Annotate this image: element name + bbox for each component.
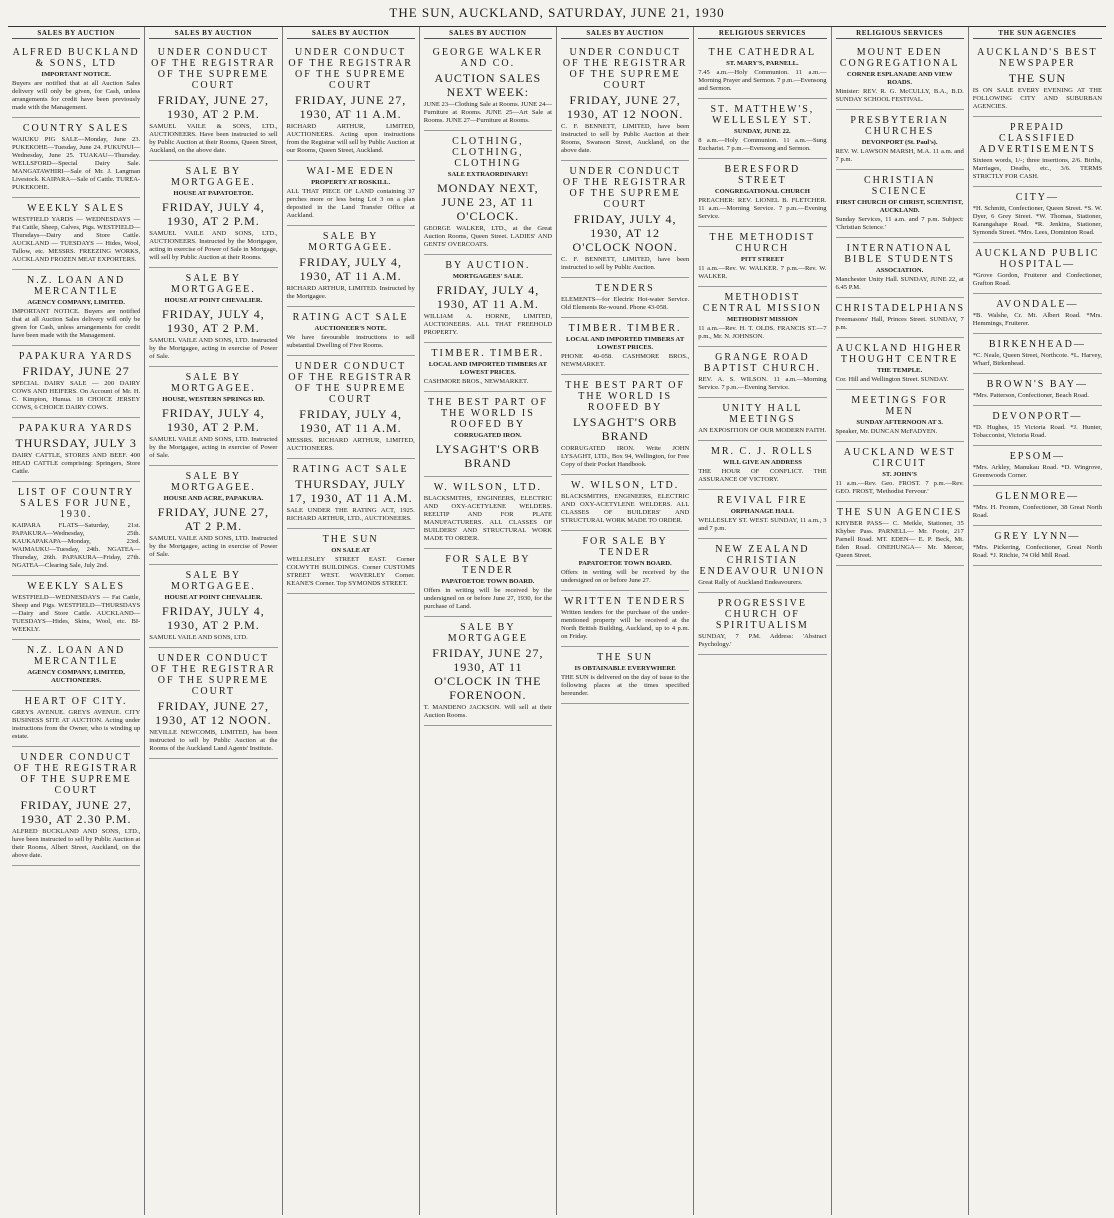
ad-title: GEORGE WALKER AND CO. (432, 47, 544, 69)
ad-subtitle: SUNDAY AFTERNOON AT 3. (856, 419, 943, 426)
ad-date-line: FRIDAY, JULY 4, 1930, AT 2 P.M. (162, 604, 265, 632)
ad-date-line: FRIDAY, JUNE 27, AT 2 P.M. (157, 505, 270, 533)
ad-body: SUNDAY, 7 P.M. Address: 'Abstract Psychology.' (698, 633, 827, 648)
advertisement (973, 243, 1102, 294)
ad-date-line: THE SUN (1008, 71, 1067, 85)
ad-body: Written tenders for the purchase of the under-mentioned property will be received at the North British Building, Auckland, up to 4 p.m. on Friday. (561, 609, 690, 640)
ad-body: REV. W. LAWSON MARSH, M.A. 11 a.m. and 7 p.m. (835, 148, 964, 163)
ad-subtitle: PROPERTY AT ROSKILL. (311, 179, 391, 186)
ad-body: THE HOUR OF CONFLICT. THE ASSURANCE OF VICTORY. (698, 468, 827, 483)
column-1 (8, 27, 145, 1215)
ad-subtitle: ON SALE AT (331, 547, 370, 554)
ad-subtitle: ST. JOHN'S (882, 471, 917, 478)
ad-subtitle: HOUSE AT POINT CHEVALIER. (164, 594, 263, 601)
ad-body: SPECIAL DAIRY SALE — 200 DAIRY COWS AND HEIFERS. On Account of Mr. H. C. Kimpton, Hunua. 18 CHOICE JERSEY COWS, 6 CHOICE DAIRY COWS. (12, 380, 141, 411)
advertisement (561, 475, 689, 531)
ad-title: THE BEST PART OF THE WORLD IS ROOFED BY (427, 397, 548, 430)
column-6 (694, 27, 831, 1215)
ad-title: BIRKENHEAD— (988, 339, 1086, 350)
ad-title: RATING ACT SALE (292, 312, 409, 323)
ad-body: We have favourable instructions to sell substantial Dwelling of Five Rooms. (286, 334, 415, 349)
ad-title: THE METHODIST CHURCH (709, 232, 816, 254)
advertisement (698, 42, 826, 99)
masthead-title: THE SUN, AUCKLAND, SATURDAY, JUNE 21, 1930 (389, 5, 725, 20)
ad-subtitle: THE TEMPLE. (877, 367, 923, 374)
advertisement (12, 747, 140, 866)
ad-date-line: FRIDAY, JULY 4, 1930, AT 2 P.M. (162, 307, 265, 335)
advertisement (698, 159, 826, 227)
ad-title: THE SUN (597, 652, 654, 663)
ad-title: PAPAKURA YARDS (18, 351, 134, 362)
advertisement (973, 486, 1102, 526)
ad-title: AUCKLAND WEST CIRCUIT (843, 447, 956, 469)
ad-title: PREPAID CLASSIFIED ADVERTISEMENTS (978, 122, 1096, 155)
ad-title: BERESFORD STREET (724, 164, 801, 186)
advertisement (424, 255, 552, 343)
ad-title: W. WILSON, LTD. (571, 480, 680, 491)
ad-body: WELLESLEY STREET EAST. Corner COLWYTH BUILDINGS. Corner CUSTOMS STREET WEST. WAVERLEY Corner. KEANE'S Corner. Top SYMONDS STREET. (286, 556, 415, 587)
ad-body: REV. A. S. WILSON. 11 a.m.—Morning Service. 7 p.m.—Evening Service. (698, 376, 827, 391)
advertisement (698, 347, 826, 398)
ad-body: Offers in writing will be received by the undersigned on or before June 27, 1930, for the purchase of Land. (423, 587, 552, 610)
advertisement (287, 459, 415, 529)
advertisement (973, 294, 1102, 334)
ad-title: SALE BY MORTGAGEE. (171, 372, 256, 394)
ad-subtitle: LOCAL AND IMPORTED TIMBERS AT LOWEST PRICES. (428, 361, 547, 376)
ad-date-line: FRIDAY, JULY 4, 1930, AT 11 A.M. (436, 283, 540, 311)
ad-title: N.Z. LOAN AND MERCANTILE (27, 275, 126, 297)
ad-body: *H. Schmitt, Confectioner, Queen Street. *S. W. Dyer, 6 Grey Street. *W. Thomas, Stationer, Karangahape Road. *R. Jenkins, Stationer, Symonds Street. *Mrs. Lees, Dominion Road. (972, 205, 1102, 236)
advertisement (973, 117, 1102, 187)
ad-body: SAMUEL VAILE & SONS, LTD., AUCTIONEERS. Have been instructed to sell by Public Auction at their Rooms, Queen Street, Auckland, on the above date. (149, 123, 278, 154)
ad-title: AUCKLAND'S BEST NEWSPAPER (977, 47, 1098, 69)
ad-body: SAMUEL VAILE AND SONS, LTD. Instructed by the Mortgagee, acting in exercise of Power of Sale. (149, 535, 278, 558)
ad-date-line: FRIDAY, JUNE 27, 1930, AT 12 NOON. (155, 699, 272, 727)
ad-title: UNDER CONDUCT OF THE REGISTRAR OF THE SUPREME COURT (562, 166, 688, 210)
ad-body: GEORGE WALKER, LTD., at the Great Auction Rooms, Queen Street. LADIES' AND GENTS' OVERCOATS. (423, 225, 552, 248)
column-8 (969, 27, 1106, 1215)
ad-body: NEVILLE NEWCOMB, LIMITED, has been instructed to sell by Public Auction at the Rooms of the Auckland Land Agents' Institute. (149, 729, 278, 752)
ad-date-line: THURSDAY, JULY 17, 1930, AT 11 A.M. (288, 477, 413, 505)
ad-title: N.Z. LOAN AND MERCANTILE (27, 645, 126, 667)
ad-subtitle: HOUSE AT PAPATOETOE. (173, 190, 254, 197)
ad-body: Freemasons' Hall, Princes Street. SUNDAY, 7 p.m. (835, 316, 964, 331)
advertisement (12, 418, 140, 482)
advertisement (12, 42, 140, 118)
advertisement (973, 187, 1102, 243)
ad-date-line: LYSAGHT'S ORB BRAND (572, 415, 678, 443)
ad-title: WEEKLY SALES (27, 203, 126, 214)
column-header: SALES BY AUCTION (424, 27, 552, 39)
ad-body: *Grove Gordon, Fruiterer and Confectioner, Grafton Road. (972, 272, 1102, 287)
ad-body: BLACKSMITHS, ENGINEERS, ELECTRIC AND OXY-ACETYLENE WELDERS. ALL CLASSES OF BUILDERS' AND STRUCTURAL WORK MADE TO ORDER. (561, 493, 690, 524)
ad-subtitle: IMPORTANT NOTICE. (41, 71, 111, 78)
advertisement (424, 477, 552, 549)
advertisement (12, 576, 140, 640)
ad-title: WAI-ME EDEN (306, 166, 395, 177)
ad-body: SAMUEL VAILE AND SONS, LTD. Instructed by the Mortgagee, acting in exercise of Power of Sale. (149, 337, 278, 360)
column-header: RELIGIOUS SERVICES (698, 27, 826, 39)
advertisement (149, 42, 277, 161)
ad-subtitle: PAPATOETOE TOWN BOARD. (441, 578, 535, 585)
ad-title: GREY LYNN— (994, 531, 1081, 542)
ad-body: CORRUGATED IRON. Write JOHN LYSAGHT, LTD., Box 94, Wellington, for Free Copy of their Pocket Handbook. (561, 445, 690, 468)
advertisement (561, 42, 689, 161)
column-header: SALES BY AUCTION (12, 27, 140, 39)
ad-body: 11 a.m.—Rev. H. T. OLDS. FRANCIS ST.—7 p.m., Mr. N. JOHNSON. (698, 325, 827, 340)
ad-title: UNITY HALL MEETINGS (722, 403, 803, 425)
ad-title: PAPAKURA YARDS (18, 423, 134, 434)
ad-body: ALL THAT PIECE OF LAND containing 37 perches more or less being Lot 3 on a plan deposited in the Land Transfer Office at Auckland. (286, 188, 415, 219)
ad-body: WAIUKU PIG SALE—Monday, June 23. PUKEKOHE—Tuesday, June 24. FUKUNUI—Wednesday, June 25. TUAKAU—Thursday. WELLSFORD—Special Dairy Sale. MANGATAWHIRI—Sale of Mr. J. Langman Livestock. KAIPARA—Sale of Cattle. TUREA-PUKEKOHE. (12, 136, 141, 191)
column-header: SALES BY AUCTION (149, 27, 277, 39)
advertisement (836, 238, 964, 298)
ad-body: Cor. Hill and Wellington Street. SUNDAY. (835, 376, 949, 383)
column-header: SALES BY AUCTION (561, 27, 689, 39)
ad-title: SALE BY MORTGAGEE. (171, 273, 256, 295)
advertisement (836, 390, 964, 442)
ad-body: ALFRED BUCKLAND AND SONS, LTD., have been instructed to sell by Public Auction at their Rooms, Albert Street, Auckland, on the above date. (12, 828, 141, 859)
ad-title: NEW ZEALAND CHRISTIAN ENDEAVOUR UNION (699, 544, 826, 577)
ad-body: *Mrs. Arkley, Manukau Road. *D. Wingrove, Greenwoods Corner. (972, 464, 1102, 479)
ad-date-line: FRIDAY, JULY 4, 1930, AT 11 A.M. (299, 255, 402, 283)
advertisement (149, 648, 277, 759)
ad-title: TIMBER. TIMBER. (568, 323, 682, 334)
advertisement (12, 346, 140, 418)
advertisement (561, 591, 689, 647)
ad-body: *C. Neale, Queen Street, Northcote. *L. Harvey, Wharf, Birkenhead. (972, 352, 1102, 367)
advertisement (973, 406, 1102, 446)
ad-title: UNDER CONDUCT OF THE REGISTRAR OF THE SUPREME COURT (288, 47, 413, 91)
advertisement (698, 398, 826, 441)
advertisement (424, 549, 552, 617)
ad-title: INTERNATIONAL BIBLE STUDENTS (844, 243, 955, 265)
ad-date-line: FRIDAY, JULY 4, 1930, AT 2 P.M. (162, 200, 265, 228)
advertisement (12, 691, 140, 747)
ad-title: CITY— (1015, 192, 1060, 203)
ad-title: ST. MATTHEW'S, WELLESLEY ST. (710, 104, 815, 126)
advertisement (12, 270, 140, 346)
ad-title: EPSOM— (1009, 451, 1066, 462)
ad-date-line: FRIDAY, JUNE 27, 1930, AT 11 O'CLOCK IN THE FORENOON. (432, 646, 544, 702)
ad-title: SALE BY MORTGAGEE. (171, 570, 256, 592)
ad-title: MR. C. J. ROLLS (710, 446, 814, 457)
advertisement (424, 343, 552, 392)
ad-title: TENDERS (595, 283, 655, 294)
ad-date-line: FRIDAY, JUNE 27, 1930, AT 11 A.M. (294, 93, 407, 121)
advertisement (973, 334, 1102, 374)
column-3 (283, 27, 420, 1215)
ad-body: KHYBER PASS— C. Meikle, Stationer, 35 Khyber Pass. PARNELL— Mr. Foote, 217 Parnell Road. MT. EDEN— E. P. Beck, Mt. Eden Road. ONEHUNGA— Mr. Mercer, Queen Street. (835, 520, 964, 559)
advertisement (12, 482, 140, 576)
ad-title: UNDER CONDUCT OF THE REGISTRAR OF THE SUPREME COURT (562, 47, 688, 91)
ad-title: BROWN'S BAY— (986, 379, 1089, 390)
advertisement (973, 42, 1102, 117)
ad-subtitle: FIRST CHURCH OF CHRIST, SCIENTIST, AUCKLAND. (836, 199, 964, 214)
ad-title: AUCKLAND HIGHER THOUGHT CENTRE (836, 343, 963, 365)
advertisement (836, 42, 964, 110)
ad-body: *Mrs. H. Fromm, Confectioner, 38 Great North Road. (972, 504, 1102, 519)
advertisement (149, 367, 277, 466)
ad-subtitle: PAPATOETOE TOWN BOARD. (578, 560, 672, 567)
ad-subtitle: AUCTIONEER'S NOTE. (314, 325, 387, 332)
ad-subtitle: MORTGAGEES' SALE. (452, 273, 523, 280)
column-7 (832, 27, 969, 1215)
advertisement (287, 307, 415, 356)
ad-title: WRITTEN TENDERS (563, 596, 687, 607)
advertisement (698, 490, 826, 539)
ad-subtitle: HOUSE AT POINT CHEVALIER. (164, 297, 263, 304)
columns-container (8, 27, 1106, 1215)
ad-body: Great Rally of Auckland Endeavourers. (698, 579, 803, 586)
advertisement (836, 298, 964, 338)
advertisement (424, 131, 552, 255)
ad-title: AVONDALE— (996, 299, 1079, 310)
ad-title: REVIVAL FIRE (717, 495, 808, 506)
ad-body: RICHARD ARTHUR, LIMITED. Instructed by the Mortgagee. (286, 285, 415, 300)
ad-title: UNDER CONDUCT OF THE REGISTRAR OF THE SUPREME COURT (151, 653, 276, 697)
ad-date-line: THURSDAY, JULY 3 (15, 436, 137, 450)
advertisement (561, 531, 689, 591)
ad-title: LIST OF COUNTRY SALES FOR JUNE, 1930. (17, 487, 135, 520)
ad-subtitle: ST. MARY'S, PARNELL. (726, 60, 799, 67)
column-2 (145, 27, 282, 1215)
ad-body: WESTFIELD YARDS — WEDNESDAYS — Fat Cattle, Sheep, Calves, Pigs. WESTFIELD—Thursdays—Dairy and Store Cattle. AUCKLAND — TUESDAYS — Hides, Wool, Tallow, etc. MESSRS. FREEZING WORKS, AUCKLAND FROZEN MEAT EXPORTERS. (12, 216, 141, 263)
advertisement (698, 441, 826, 490)
ad-subtitle: PITT STREET (740, 256, 784, 263)
ad-date-line: LYSAGHT'S ORB BRAND (435, 442, 541, 470)
ad-body: ELEMENTS—for Electric Hot-water Service. Old Elements Re-wound. Phone 43-058. (561, 296, 690, 311)
ad-body: DAIRY CATTLE, STORES AND BEEF. 400 HEAD CATTLE comprising: Springers, Store Cattle. (12, 452, 141, 475)
ad-subtitle: IS OBTAINABLE EVERYWHERE (574, 665, 676, 672)
ad-title: CHRISTADELPHIANS (835, 303, 966, 314)
ad-body: Offers in writing will be received by the undersigned on or before June 27. (561, 569, 690, 584)
masthead (8, 0, 1106, 27)
ad-subtitle: CORRUGATED IRON. (454, 432, 522, 439)
ad-body: Sunday Services, 11 a.m. and 7 p.m. Subject: 'Christian Science.' (835, 216, 964, 231)
ad-date-line: FRIDAY, JULY 4, 1930, AT 11 A.M. (299, 407, 402, 435)
advertisement (287, 161, 415, 226)
advertisement (836, 170, 964, 238)
ad-body: THE SUN is delivered on the day of issue to the following places at the times specified hereunder. (561, 674, 690, 697)
ad-title: DEVONPORT— (992, 411, 1083, 422)
advertisement (836, 442, 964, 502)
ad-title: THE CATHEDRAL (708, 47, 817, 58)
ad-title: RATING ACT SALE (292, 464, 409, 475)
ad-body: Manchester Unity Hall. SUNDAY, JUNE 22, at 6.45 P.M. (835, 276, 964, 291)
ad-date-line: FRIDAY, JULY 4, 1930, AT 12 O'CLOCK NOON. (572, 212, 678, 254)
ad-body: SAMUEL VAILE AND SONS, LTD. (149, 634, 248, 641)
ad-subtitle: ORPHANAGE HALL (730, 508, 794, 515)
advertisement (149, 466, 277, 565)
advertisement (561, 647, 689, 704)
ad-subtitle: AGENCY COMPANY, LIMITED, AUCTIONEERS. (27, 669, 125, 684)
advertisement (149, 161, 277, 268)
ad-body: C. F. BENNETT, LIMITED, have been instructed to sell by Public Auction. (561, 256, 690, 271)
advertisement (424, 617, 552, 726)
ad-body: IMPORTANT NOTICE. Buyers are notified that at all Auction Sales delivery will only be given for Cash, unless arrangements for credit have been made with the Management. (12, 308, 141, 339)
ad-title: SALE BY MORTGAGEE. (171, 166, 256, 188)
ad-title: PROGRESSIVE CHURCH OF SPIRITUALISM (715, 598, 809, 631)
ad-date-line: FRIDAY, JULY 4, 1930, AT 2 P.M. (162, 406, 265, 434)
advertisement (287, 226, 415, 307)
ad-body: *Mrs. Patterson, Confectioner, Beach Road. (972, 392, 1089, 399)
ad-title: COUNTRY SALES (22, 123, 130, 134)
advertisement (12, 640, 140, 691)
ad-body: Sixteen words, 1/-; three insertions, 2/6. Births, Marriages, Deaths, etc., 3/6. TERMS STRICTLY FOR CASH. (972, 157, 1102, 180)
column-5 (557, 27, 694, 1215)
advertisement (973, 526, 1102, 566)
ad-body: C. F. BENNETT, LIMITED, have been instructed to sell by Public Auction at their Rooms, Swanson Street, Auckland, on the above date. (561, 123, 690, 154)
ad-body: SAMUEL VAILE AND SONS, LTD. Instructed by the Mortgagee, acting in exercise of Power of Sale. (149, 436, 278, 459)
column-header: RELIGIOUS SERVICES (836, 27, 964, 39)
ad-body: PHONE 40-058. CASHMORE BROS., NEWMARKET. (561, 353, 690, 368)
ad-body: 11 a.m.—Rev. Geo. FROST. 7 p.m.—Rev. GEO. FROST, 'Methodist Fervour.' (835, 480, 964, 495)
ad-body: *Mrs. Pickering, Confectioner, Great North Road. *J. Ritchie, 74 Old Mill Road. (972, 544, 1102, 559)
ad-title: MEETINGS FOR MEN (851, 395, 948, 417)
ad-title: METHODIST CENTRAL MISSION (702, 292, 823, 314)
advertisement (698, 99, 826, 159)
ad-body: *D. Hughes, 15 Victoria Road. *J. Hunter, Tobacconist, Victoria Road. (972, 424, 1102, 439)
ad-subtitle: LOCAL AND IMPORTED TIMBERS AT LOWEST PRICES. (566, 336, 685, 351)
ad-body: JUNE 23—Clothing Sale at Rooms. JUNE 24—Furniture at Rooms. JUNE 25—Art Sale at Rooms. JUNE 27—Furniture at Rooms. (423, 101, 552, 124)
ad-title: W. WILSON, LTD. (433, 482, 542, 493)
ad-body: WELLESLEY ST. WEST. SUNDAY, 11 a.m., 3 and 7 p.m. (698, 517, 827, 532)
ad-body: WESTFIELD—WEDNESDAYS — Fat Cattle, Sheep and Pigs. WESTFIELD—THURSDAYS—Dairy and Store Cattle. AUCKLAND—TUESDAYS—Hides, Skins, Wool, etc. BI-WEEKLY. (12, 594, 141, 633)
ad-title: SALE BY MORTGAGEE (447, 622, 528, 644)
ad-title: UNDER CONDUCT OF THE REGISTRAR OF THE SUPREME COURT (13, 752, 139, 796)
advertisement (561, 318, 689, 375)
advertisement (836, 338, 964, 390)
ad-title: CLOTHING, CLOTHING, CLOTHING (452, 136, 524, 169)
ad-title: FOR SALE BY TENDER (445, 554, 531, 576)
advertisement (287, 529, 415, 594)
ad-title: THE BEST PART OF THE WORLD IS ROOFED BY (565, 380, 686, 413)
ad-body: 8 a.m.—Holy Communion. 11 a.m.—Sung Eucharist. 7 p.m.—Evensong and Sermon. (698, 137, 827, 152)
ad-title: WEEKLY SALES (27, 581, 126, 592)
ad-body: SALE UNDER THE RATING ACT, 1925. RICHARD ARTHUR, LTD., AUCTIONEERS. (286, 507, 415, 522)
ad-title: GLENMORE— (995, 491, 1080, 502)
advertisement (561, 278, 689, 318)
ad-body: GREYS AVENUE. GREYS AVENUE. CITY BUSINESS SITE AT AUCTION. Acting under instructions from the Owner, who is winding up estate. (12, 709, 141, 740)
advertisement (698, 227, 826, 287)
ad-title: CHRISTIAN SCIENCE (863, 175, 936, 197)
ad-date-line: MONDAY NEXT, JUNE 23, AT 11 O'CLOCK. (437, 181, 539, 223)
ad-body: CASHMORE BROS., NEWMARKET. (423, 378, 529, 385)
ad-body: Minister: REV. R. G. McCULLY, B.A., B.D. SUNDAY SCHOOL FESTIVAL. (835, 88, 964, 103)
column-header: THE SUN AGENCIES (973, 27, 1102, 39)
ad-body: Speaker, Mr. DUNCAN McFADYEN. (835, 428, 938, 435)
ad-subtitle: SALE EXTRAORDINARY! (447, 171, 528, 178)
ad-subtitle: METHODIST MISSION (726, 316, 798, 323)
ad-body: MESSRS. RICHARD ARTHUR, LIMITED, AUCTIONEERS. (286, 437, 415, 452)
ad-body: KAIPARA FLATS—Saturday, 21st. PAPAKURA—Wednesday, 25th. KAUKAPAKAPA—Monday, 23rd. WAIMAUKU—Tuesday, 24th. NGATEA—Thursday, 26th. PAPAKURA—Friday, 27th. NGATEA—Clearing Sale, July 2nd. (12, 522, 141, 569)
ad-title: GRANGE ROAD BAPTIST CHURCH. (703, 352, 821, 374)
ad-body: WILLIAM A. HORNE, LIMITED, AUCTIONEERS. ALL THAT FREEHOLD PROPERTY. (423, 313, 552, 336)
ad-title: AUCKLAND PUBLIC HOSPITAL— (975, 248, 1100, 270)
column-header: SALES BY AUCTION (287, 27, 415, 39)
ad-title: FOR SALE BY TENDER (582, 536, 668, 558)
ad-title: TIMBER. TIMBER. (431, 348, 545, 359)
ad-title: THE SUN (322, 534, 379, 545)
ad-date-line: AUCTION SALES NEXT WEEK: (434, 71, 542, 99)
ad-title: THE SUN AGENCIES (836, 507, 963, 518)
advertisement (287, 42, 415, 161)
ad-subtitle: WILL GIVE AN ADDRESS (722, 459, 802, 466)
ad-subtitle: AGENCY COMPANY, LIMITED. (27, 299, 125, 306)
ad-title: SALE BY MORTGAGEE. (308, 231, 393, 253)
ad-body: 11 a.m.—Rev. W. WALKER. 7 p.m.—Rev. W. WALKER. (698, 265, 827, 280)
ad-subtitle: CORNER ESPLANADE AND VIEW ROADS. (846, 71, 953, 86)
ad-subtitle: SUNDAY, JUNE 22. (734, 128, 791, 135)
ad-subtitle: CONGREGATIONAL CHURCH (714, 188, 810, 195)
advertisement (149, 565, 277, 648)
advertisement (561, 375, 689, 475)
ad-date-line: FRIDAY, JUNE 27, 1930, AT 2 P.M. (157, 93, 270, 121)
advertisement (424, 42, 552, 131)
ad-title: UNDER CONDUCT OF THE REGISTRAR OF THE SUPREME COURT (151, 47, 276, 91)
ad-body: *B. Walshe, Cr. Mt. Albert Road. *Mrs. Hemmings, Fruiterer. (972, 312, 1102, 327)
ad-body: SAMUEL VAILE AND SONS, LTD., AUCTIONEERS. Instructed by the Mortgagee, acting in exercise of Power of Sale in Mortgage, will sell by Public Auction at their Rooms. (149, 230, 278, 261)
advertisement (973, 374, 1102, 406)
ad-body: Buyers are notified that at all Auction Sales delivery will only be given, for Cash, unless arrangements for credit have been previously made with the Management. (12, 80, 141, 111)
ad-title: PRESBYTERIAN CHURCHES (850, 115, 949, 137)
advertisement (698, 287, 826, 347)
ad-date-line: FRIDAY, JUNE 27, 1930, AT 12 NOON. (566, 93, 684, 121)
ad-date-line: FRIDAY, JUNE 27 (22, 364, 130, 378)
advertisement (561, 161, 689, 278)
ad-body: PREACHER: REV. LIONEL B. FLETCHER. 11 a.m.—Morning Service. 7 p.m.—Evening Service. (698, 197, 827, 220)
ad-body: 7.45 a.m.—Holy Communion. 11 a.m.—Morning Prayer and Sermon. 7 p.m.—Evensong and Sermon. (698, 69, 827, 92)
ad-title: MOUNT EDEN CONGREGATIONAL (839, 47, 960, 69)
ad-body: T. MANDENO JACKSON. Will sell at their Auction Rooms. (423, 704, 552, 719)
ad-subtitle: DEVONPORT (St. Paul's). (861, 139, 938, 146)
advertisement (836, 110, 964, 170)
advertisement (12, 198, 140, 270)
advertisement (698, 593, 826, 655)
ad-subtitle: HOUSE, WESTERN SPRINGS RD. (162, 396, 265, 403)
ad-title: SALE BY MORTGAGEE. (171, 471, 256, 493)
advertisement (149, 268, 277, 367)
ad-title: HEART OF CITY. (24, 696, 128, 707)
ad-body: AN EXPOSITION OF OUR MODERN FAITH. (698, 427, 827, 434)
advertisement (287, 356, 415, 459)
ad-body: BLACKSMITHS, ENGINEERS, ELECTRIC AND OXY-ACETYLENE WELDERS. REELTIP AND FOR PLATE MANUFACTURERS. ALL CLASSES OF BUILDERS' AND STRUCTURAL WORK MADE TO ORDER. (423, 495, 552, 542)
advertisement (973, 446, 1102, 486)
advertisement (424, 392, 552, 477)
ad-title: ALFRED BUCKLAND & SONS, LTD (12, 47, 140, 69)
advertisement (698, 539, 826, 593)
ad-subtitle: HOUSE AND ACRE, PAPAKURA. (163, 495, 264, 502)
ad-title: BY AUCTION. (445, 260, 531, 271)
ad-date-line: FRIDAY, JUNE 27, 1930, AT 2.30 P.M. (20, 798, 132, 826)
ad-title: UNDER CONDUCT OF THE REGISTRAR OF THE SUPREME COURT (288, 361, 413, 405)
ad-body: IS ON SALE EVERY EVENING AT THE FOLLOWING CITY AND SUBURBAN AGENCIES. (972, 87, 1102, 110)
advertisement (836, 502, 964, 566)
advertisement (12, 118, 140, 198)
ad-body: RICHARD ARTHUR, LIMITED, AUCTIONEERS. Acting upon instructions from the Registrar will sell by Public Auction at our Rooms, Queen Street, Auckland. (286, 123, 415, 154)
column-4 (420, 27, 557, 1215)
ad-subtitle: ASSOCIATION. (875, 267, 924, 274)
